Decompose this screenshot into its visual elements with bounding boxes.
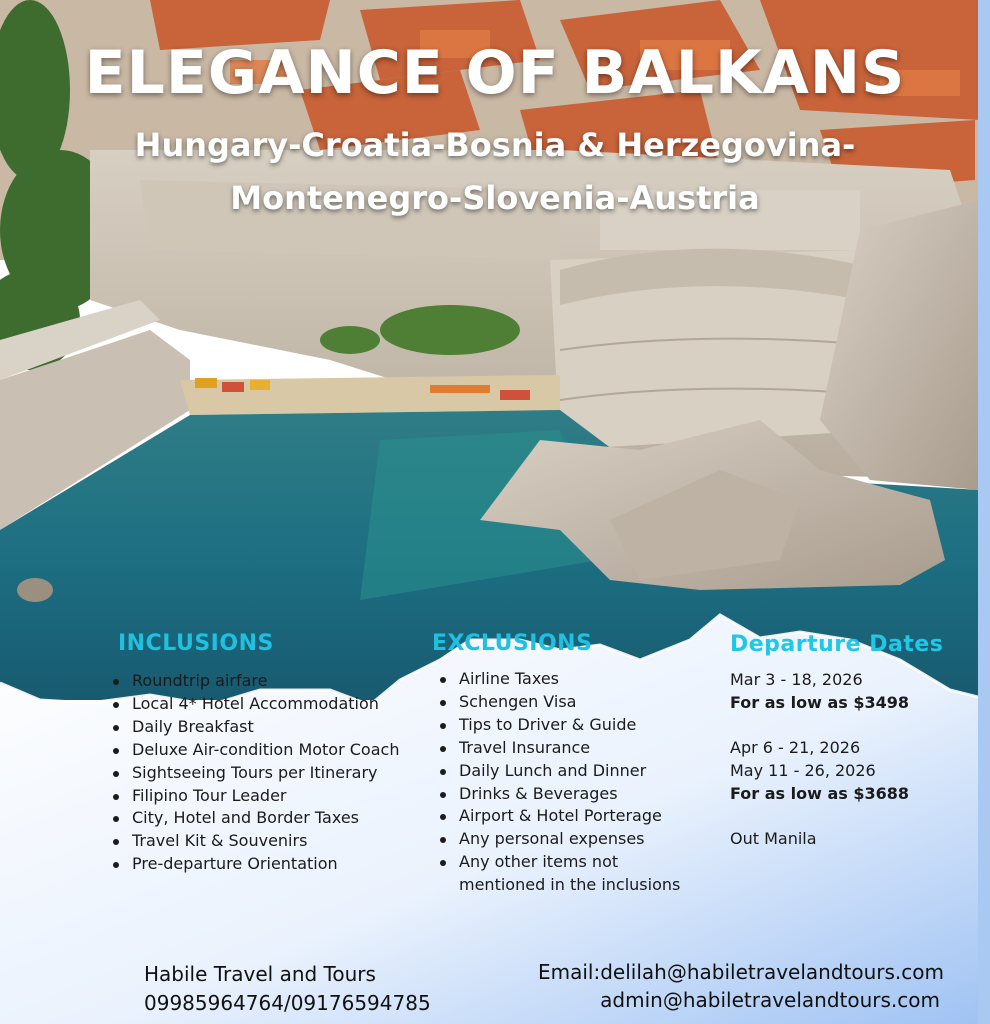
list-item: Airport & Hotel Porterage bbox=[440, 805, 702, 828]
list-item: Deluxe Air-condition Motor Coach bbox=[113, 739, 403, 762]
route-countries-line-1: Hungary-Croatia-Bosnia & Herzegovina- bbox=[134, 126, 856, 164]
contact-email-primary: Email:delilah@habiletravelandtours.com bbox=[538, 960, 944, 984]
tour-title: ELEGANCE OF BALKANS bbox=[84, 38, 906, 108]
list-item: Sightseeing Tours per Itinerary bbox=[113, 762, 403, 785]
exclusions-heading: EXCLUSIONS bbox=[432, 631, 593, 656]
list-item: Pre-departure Orientation bbox=[113, 853, 403, 876]
list-item: Schengen Visa bbox=[440, 691, 702, 714]
departure-date: May 11 - 26, 2026 bbox=[730, 761, 876, 780]
list-item: Filipino Tour Leader bbox=[113, 785, 403, 808]
list-item: City, Hotel and Border Taxes bbox=[113, 807, 403, 830]
inclusions-heading: INCLUSIONS bbox=[118, 631, 274, 656]
list-item: Tips to Driver & Guide bbox=[440, 714, 702, 737]
list-item: Local 4* Hotel Accommodation bbox=[113, 693, 403, 716]
price-label: For as low as $3498 bbox=[730, 693, 910, 712]
route-countries-line-2: Montenegro-Slovenia-Austria bbox=[230, 179, 760, 217]
list-item: Daily Lunch and Dinner bbox=[440, 760, 702, 783]
departure-origin: Out Manila bbox=[730, 829, 817, 848]
contact-email-secondary: admin@habiletravelandtours.com bbox=[600, 988, 940, 1012]
departure-date: Apr 6 - 21, 2026 bbox=[730, 738, 861, 757]
agency-name: Habile Travel and Tours bbox=[144, 962, 376, 986]
departure-dates-heading: Departure Dates bbox=[730, 632, 944, 657]
list-item: Any personal expenses bbox=[440, 828, 702, 851]
list-item: Travel Insurance bbox=[440, 737, 702, 760]
list-item: Any other items not mentioned in the inclusions bbox=[440, 851, 702, 897]
list-item: Daily Breakfast bbox=[113, 716, 403, 739]
agency-phone-numbers: 09985964764/09176594785 bbox=[144, 991, 431, 1015]
departure-date: Mar 3 - 18, 2026 bbox=[730, 670, 863, 689]
price-label: For as low as $3688 bbox=[730, 784, 910, 803]
list-item: Drinks & Beverages bbox=[440, 783, 702, 806]
list-item: Roundtrip airfare bbox=[113, 670, 403, 693]
list-item: Travel Kit & Souvenirs bbox=[113, 830, 403, 853]
list-item: Airline Taxes bbox=[440, 668, 702, 691]
inclusions-list bbox=[113, 670, 403, 876]
exclusions-list bbox=[440, 668, 702, 897]
